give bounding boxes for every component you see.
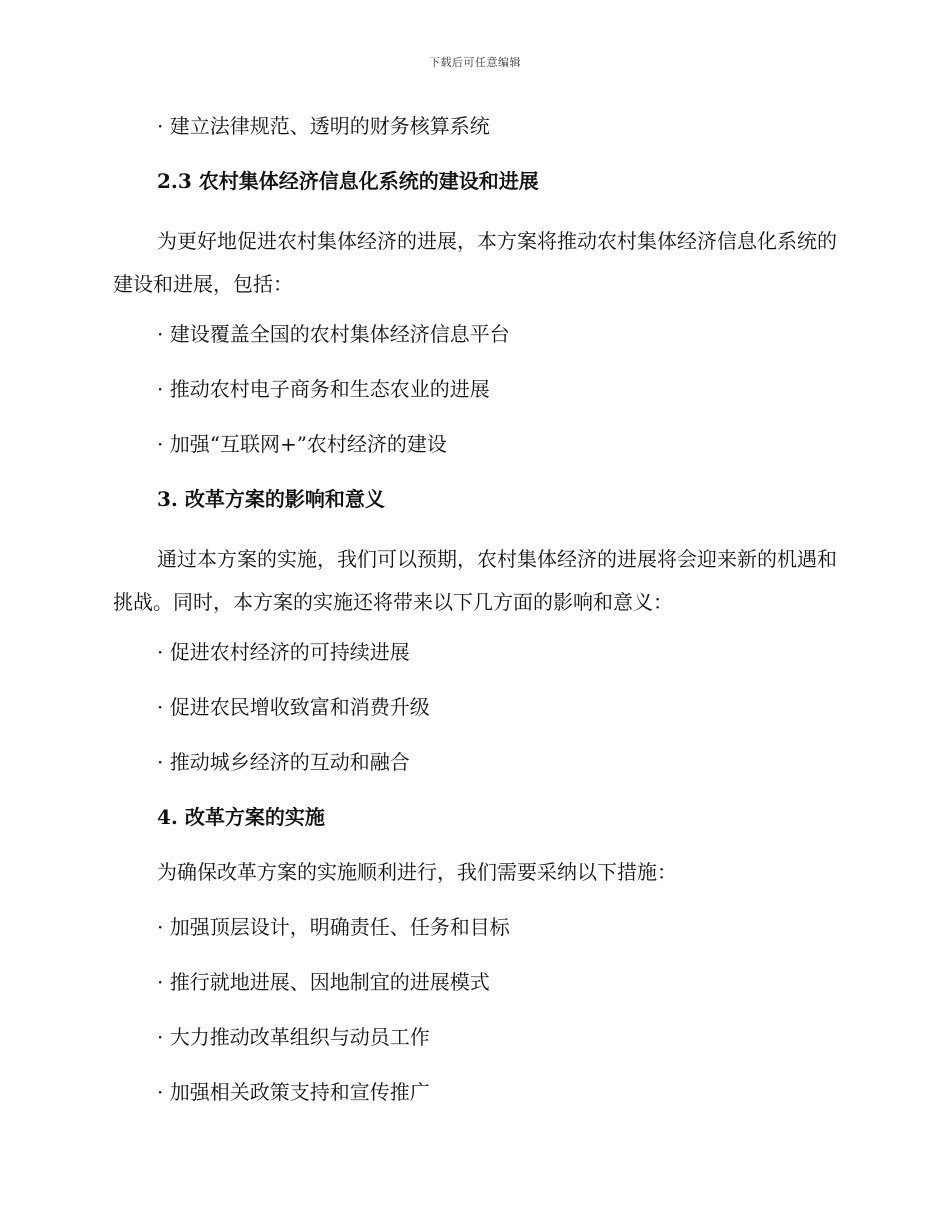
page-header: 下载后可任意编辑 [429, 56, 521, 69]
bullet-item: · 推动农村电子商务和生态农业的进展 [157, 377, 490, 401]
document-body [113, 110, 843, 1131]
bullet-item: · 促进农村经济的可持续进展 [157, 640, 410, 664]
bullet-item: · 加强“互联网+”农村经济的建设 [157, 432, 447, 456]
bullet-item: · 大力推动改革组织与动员工作 [157, 1025, 430, 1049]
paragraph: 为确保改革方案的实施顺利进行，我们需要采纳以下措施： [157, 860, 677, 884]
bullet-item: · 加强相关政策支持和宣传推广 [157, 1080, 430, 1104]
bullet-item: · 建立法律规范、透明的财务核算系统 [157, 114, 490, 138]
paragraph: 通过本方案的实施，我们可以预期，农村集体经济的进展将会迎来新的机遇和挑战。同时，本方案的实施还将带来以下几方面的影响和意义： [113, 547, 837, 614]
bullet-item: · 建设覆盖全国的农村集体经济信息平台 [157, 322, 510, 346]
section-heading: 2.3 农村集体经济信息化系统的建设和进展 [157, 169, 539, 193]
bullet-item: · 加强顶层设计，明确责任、任务和目标 [157, 915, 510, 939]
section-heading: 3. 改革方案的影响和意义 [157, 487, 385, 511]
section-heading: 4. 改革方案的实施 [157, 805, 325, 829]
bullet-item: · 推行就地进展、因地制宜的进展模式 [157, 970, 490, 994]
bullet-item: · 促进农民增收致富和消费升级 [157, 695, 430, 719]
bullet-item: · 推动城乡经济的互动和融合 [157, 750, 410, 774]
paragraph: 为更好地促进农村集体经济的进展，本方案将推动农村集体经济信息化系统的建设和进展，包括： [113, 229, 837, 296]
